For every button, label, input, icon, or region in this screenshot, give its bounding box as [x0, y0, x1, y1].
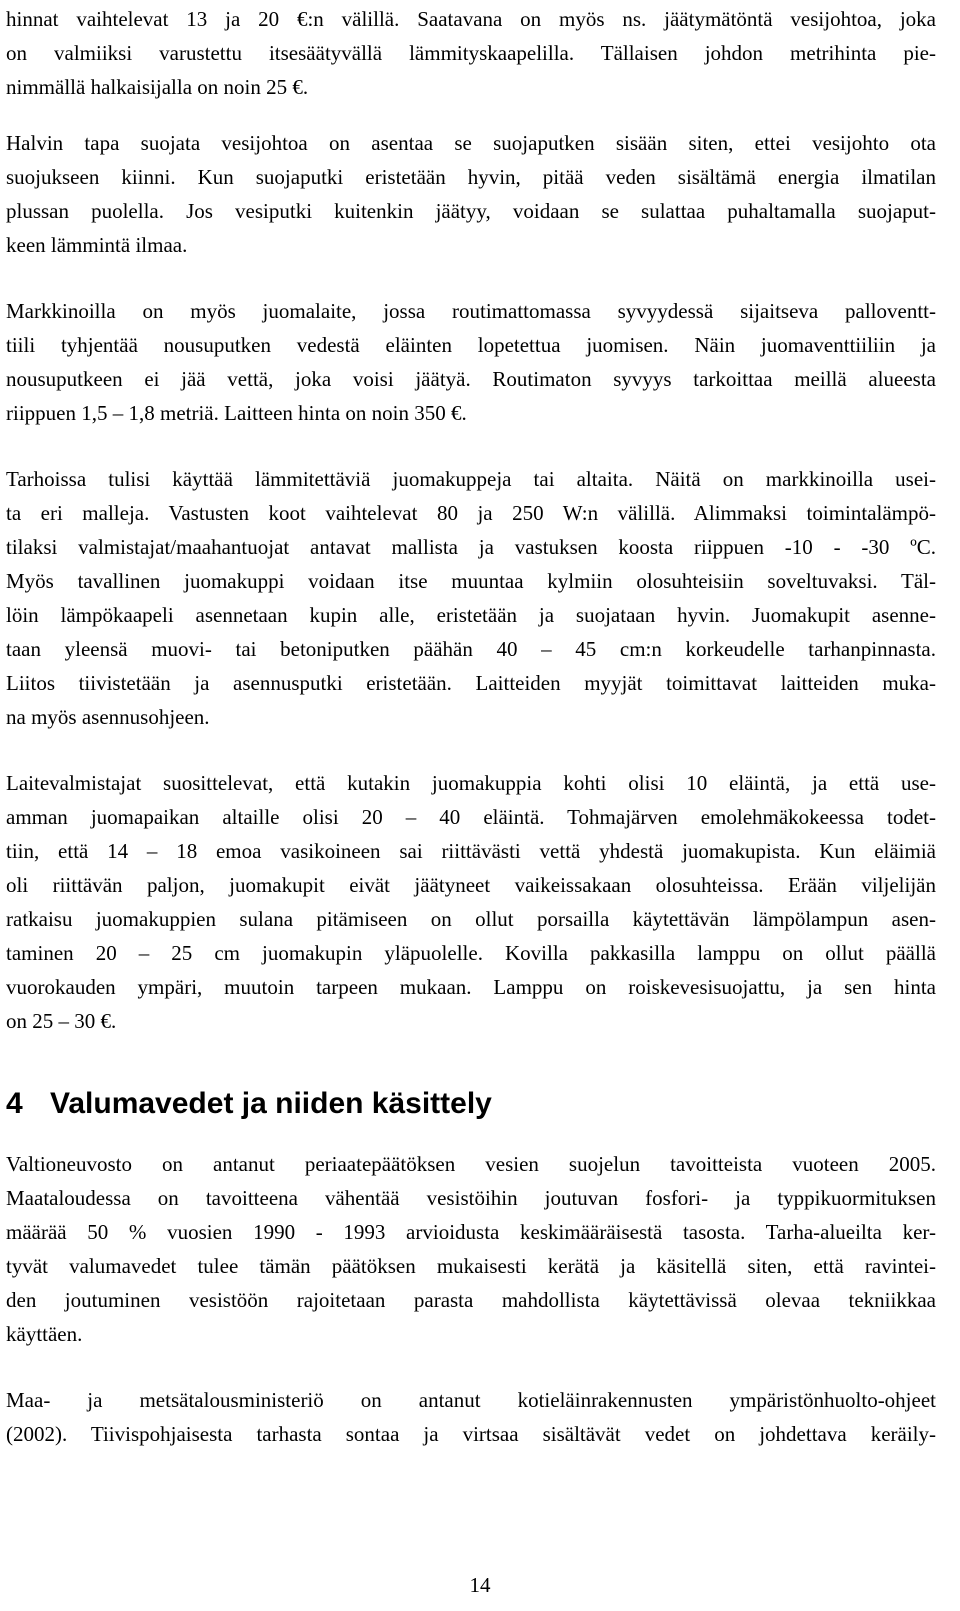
paragraph-5	[6, 766, 936, 1038]
text-line: den joutuminen vesistöön rajoitetaan parasta mahdollista käytettävissä olevaa tekniikkaa	[6, 1288, 936, 1312]
text-line: käyttäen.	[6, 1322, 83, 1346]
text-line: taminen 20 – 25 cm juomakupin yläpuolelle. Kovilla pakkasilla lamppu on ollut päällä	[6, 941, 936, 965]
paragraph-2	[6, 126, 936, 262]
paragraph-3	[6, 294, 936, 430]
text-line: hinnat vaihtelevat 13 ja 20 €:n välillä. Saatavana on myös ns. jäätymätöntä vesijohtoa, joka	[6, 7, 936, 31]
text-line: Tarhoissa tulisi käyttää lämmitettäviä juomakuppeja tai altaita. Näitä on markkinoilla usei-	[6, 467, 936, 491]
text-line: taan yleensä muovi- tai betoniputken päähän 40 – 45 cm:n korkeudelle tarhanpinnasta.	[6, 637, 936, 661]
text-line: oli riittävän paljon, juomakupit eivät jäätyneet vaikeissakaan olosuhteissa. Erään viljelijän	[6, 873, 936, 897]
text-line: na myös asennusohjeen.	[6, 705, 210, 729]
text-line: keen lämmintä ilmaa.	[6, 233, 188, 257]
section-title: Valumavedet ja niiden käsittely	[50, 1087, 492, 1120]
paragraph-1	[6, 2, 936, 104]
text-line: tiin, että 14 – 18 emoa vasikoineen sai riittävästi vettä yhdestä juomakupista. Kun eläimiä	[6, 839, 936, 863]
text-line: löin lämpökaapeli asennetaan kupin alle, eristetään ja suojataan hyvin. Juomakupit asenne-	[6, 603, 936, 627]
text-line: Maataloudessa on tavoitteena vähentää vesistöihin joutuvan fosfori- ja typpikuormituksen	[6, 1186, 936, 1210]
section-heading	[6, 1084, 936, 1124]
text-line: Myös tavallinen juomakuppi voidaan itse muuntaa kylmiin olosuhteisiin soveltuvaksi. Täl-	[6, 569, 936, 593]
text-line: ta eri malleja. Vastusten koot vaihtelevat 80 ja 250 W:n välillä. Alimmaksi toimintalämpö-	[6, 501, 936, 525]
page-number: 14	[469, 1573, 491, 1597]
section-number: 4	[6, 1087, 23, 1120]
text-line: (2002). Tiivispohjaisesta tarhasta sontaa ja virtsaa sisältävät vedet on johdettava keräily-	[6, 1422, 936, 1446]
text-line: Maa- ja metsätalousministeriö on antanut kotieläinrakennusten ympäristönhuolto-ohjeet	[6, 1388, 936, 1412]
paragraph-7	[6, 1383, 936, 1451]
text-line: on valmiiksi varustettu itsesäätyvällä lämmityskaapelilla. Tällaisen johdon metrihinta pie-	[6, 41, 936, 65]
text-line: amman juomapaikan altaille olisi 20 – 40 eläintä. Tohmajärven emolehmäkokeessa todet-	[6, 805, 936, 829]
text-line: nousuputkeen ei jää vettä, joka voisi jäätyä. Routimaton syvyys tarkoittaa meillä alueesta	[6, 367, 936, 391]
text-line: tyvät valumavedet tulee tämän päätöksen mukaisesti kerätä ja käsitellä siten, että ravintei-	[6, 1254, 936, 1278]
text-line: on 25 – 30 €.	[6, 1009, 117, 1033]
text-line: ratkaisu juomakuppien sulana pitämiseen on ollut porsailla käytettävän lämpölampun asen-	[6, 907, 936, 931]
text-line: Halvin tapa suojata vesijohtoa on asentaa se suojaputken sisään siten, ettei vesijohto ota	[6, 131, 936, 155]
text-line: nimmällä halkaisijalla on noin 25 €.	[6, 75, 309, 99]
text-line: vuorokauden ympäri, muutoin tarpeen mukaan. Lamppu on roiskevesisuojattu, ja sen hinta	[6, 975, 936, 999]
text-line: suojukseen kiinni. Kun suojaputki eristetään hyvin, pitää veden sisältämä energia ilmatilan	[6, 165, 936, 189]
text-line: tilaksi valmistajat/maahantuojat antavat mallista ja vastuksen koosta riippuen -10 - -30 ºC.	[6, 535, 936, 559]
text-line: Laitevalmistajat suosittelevat, että kutakin juomakuppia kohti olisi 10 eläintä, ja että use-	[6, 771, 936, 795]
text-line: määrää 50 % vuosien 1990 - 1993 arvioidusta keskimääräisestä tasosta. Tarha-alueilta ker-	[6, 1220, 936, 1244]
paragraph-6	[6, 1147, 936, 1351]
text-line: Liitos tiivistetään ja asennusputki eristetään. Laitteiden myyjät toimittavat laitteiden muka-	[6, 671, 936, 695]
paragraph-4	[6, 462, 936, 734]
text-line: riippuen 1,5 – 1,8 metriä. Laitteen hinta on noin 350 €.	[6, 401, 467, 425]
text-line: Valtioneuvosto on antanut periaatepäätöksen vesien suojelun tavoitteista vuoteen 2005.	[6, 1152, 936, 1176]
text-line: plussan puolella. Jos vesiputki kuitenkin jäätyy, voidaan se sulattaa puhaltamalla suojaput-	[6, 199, 936, 223]
text-line: tiili tyhjentää nousuputken vedestä eläinten lopetettua juomisen. Näin juomaventtiiliin ja	[6, 333, 936, 357]
text-line: Markkinoilla on myös juomalaite, jossa routimattomassa syvyydessä sijaitseva palloventt-	[6, 299, 936, 323]
